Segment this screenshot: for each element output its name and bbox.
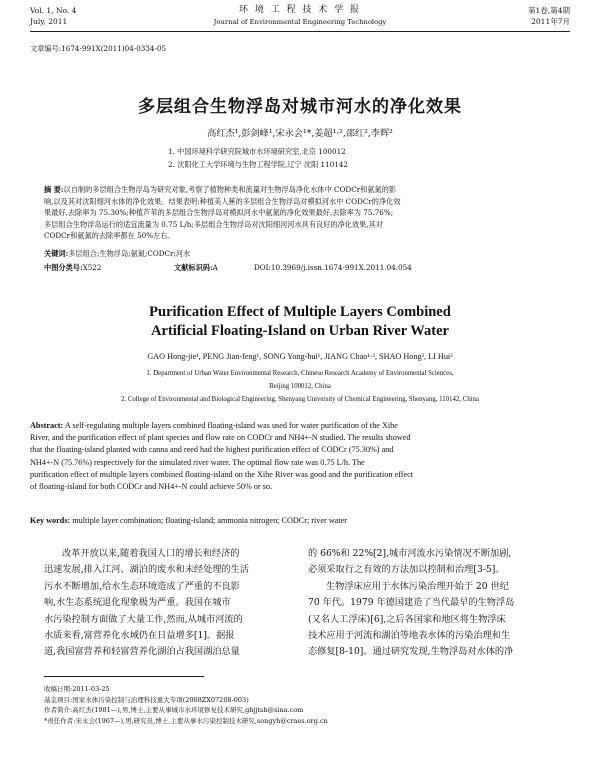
clc-value: X522 <box>82 263 102 272</box>
authors-en: GAO Hong-jie¹, PENG Jian-feng¹, SONG Yong-hui¹, JIANG Chao¹·², SHAO Hong², LI Hui² <box>147 352 453 361</box>
footnote-corresponding-author: *责任作者:宋永会(1967—),男,研究员,博士,主要从事水污染控制技术研究,songyh@craes.org.cn <box>44 716 328 725</box>
abstract-en-label: Abstract: <box>30 421 64 430</box>
clc-number <box>44 262 101 274</box>
affiliation-en-line: Beijing 100012, China <box>269 383 331 390</box>
affiliation-cn-1: 1. 中国环境科学研究院城市水环境研究室,北京 100012 <box>168 147 346 156</box>
title-en-line-2: Artificial Floating-Island on Urban River Water <box>151 323 449 339</box>
body-line: 污水不断增加,给水生态环境造成了严重的不良影 <box>44 580 240 592</box>
body-line: 生物浮床应用于水体污染治理开始于 20 世纪 <box>326 580 509 592</box>
footnote-received: 收稿日期:2011-03-25 <box>44 685 110 693</box>
body-line: 水污染控制方面做了大量工作,然而,从城市河流的 <box>44 613 243 625</box>
footnote-funding: 基金项目:国家水体污染控制与治理科技重大专项(2008ZX07208-003) <box>44 695 249 704</box>
body-line: 水质来看,富营养化水域仍在日益增多[1]。据报 <box>44 630 235 642</box>
body-column-right <box>308 546 564 661</box>
header-date-cn: 2011年7月 <box>531 17 570 26</box>
authors-cn: 高红杰¹,彭剑峰¹,宋永会¹*,姜超¹·²,邵红²,李辉² <box>207 128 393 139</box>
abstract-en <box>30 420 570 493</box>
body-line: 的 66%和 22%[2],城市河流水污染情况不断加剧, <box>308 548 512 559</box>
header-issue-cn: 第1卷,第4期 <box>528 6 570 15</box>
doi-label: DOI: <box>254 263 271 272</box>
body-line: 响,水生态系统退化现象极为严重。我国在城市 <box>44 597 231 609</box>
clc-label: 中图分类号: <box>44 263 83 272</box>
abstract-cn-line: 以自制的多层组合生物浮岛为研究对象,考察了植物种类和流量对生物浮岛净化水体中 CODCr和氨氮的影 <box>63 185 397 194</box>
doc-code-label: 文献标识码: <box>174 263 213 272</box>
abstract-en-line: A self-regulating multiple layers combined floating-island was used for water purification of the Xihe <box>64 421 398 430</box>
abstract-en-line: purification effect of multiple layers combined floating-island on the Xihe River was good and the purification effect <box>30 469 414 479</box>
footnote-rule <box>44 676 204 677</box>
affiliation-cn-2: 2. 沈阳化工大学环境与生物工程学院,辽宁 沈阳 110142 <box>168 160 348 169</box>
body-line: 态修复[8-10]。通过研究发现,生物浮岛对水体的净 <box>308 646 514 658</box>
doi <box>254 262 412 274</box>
body-line: 道,我国富营养和轻富营养化湖泊占我国湖泊总量 <box>44 646 240 658</box>
body-line: 70 年代。1979 年德国建造了当代最早的生物浮岛 <box>308 597 515 609</box>
abstract-cn-line: 果最好,去除率为 75.30%;种植芦苇的多层组合生物浮岛对模拟河水中氨氮的净化效果最好,去除率为 75.76%; <box>44 208 394 218</box>
body-line: (又名人工浮床)[6],之后各国家和地区将生物浮床 <box>308 613 506 625</box>
header-volume: Vol. 1, No. 4 <box>30 6 77 15</box>
abstract-cn-line: 响,以及其对沈阳细河水体的净化效果。结果表明:种植美人蕉的多层组合生物浮岛对模拟河水中 CODCr的净化效 <box>44 196 401 206</box>
article-id: 文章编号:1674-991X(2011)04-0334-05 <box>30 44 167 53</box>
affiliation-en-line: 1. Department of Urban Water Environmental Research, Chinese Research Academy of Environmental Sciences, <box>146 370 454 377</box>
keywords-cn <box>44 248 190 260</box>
title-cn: 多层组合生物浮岛对城市河水的净化效果 <box>138 97 462 117</box>
affiliation-en-line: 2. College of Environmental and Biological Engineering, Shenyang University of Chemical Engineering, Shenyang, 110142, China <box>121 396 479 403</box>
abstract-en-line: of floating-island for both CODCr and NH4+-N could achieve 50% or so. <box>30 482 273 492</box>
abstract-en-line: that the floating-island planted with canna and reed had the highest purification effect of CODCr (75.30%) and <box>30 445 394 455</box>
abstract-cn-label: 摘 要: <box>44 185 64 194</box>
keywords-en <box>30 515 570 527</box>
keywords-cn-label: 关键词: <box>44 249 69 258</box>
keywords-en-label: Key words: <box>30 516 71 525</box>
body-line: 技术应用于河流和湖泊等地表水体的污染治理和生 <box>308 630 511 642</box>
journal-title-en: Journal of Environmental Engineering Technology <box>213 18 387 26</box>
document-code <box>174 262 218 274</box>
title-en <box>0 303 600 341</box>
abstract-en-line: River, and the purification effect of plant species and flow rate on CODCr and NH4+-N studied. The results showed <box>30 433 411 443</box>
keywords-en-text: multiple layer combination; floating-island; ammonia nitrogen; CODCr; river water <box>72 516 347 525</box>
journal-title-cn: 环 境 工 程 技 术 学 报 <box>238 5 362 15</box>
abstract-en-line: NH4+-N (75.76%) respectively for the simulated river water. The optimal flow rate was 0.75 L/h. The <box>30 457 365 467</box>
abstract-cn-line: 多层组合生物浮岛运行的适宜流量为 0.75 L/h;多层组合生物浮岛对沈阳细河河水具有良好的净化效果,其对 <box>44 219 383 229</box>
doi-value: 10.3969/j.issn.1674-991X.2011.04.054 <box>270 263 412 272</box>
footnotes <box>44 684 564 726</box>
footnote-author-bio: 作者简介:高红杰(1981—),男,博士,主要从事城市水环境修复技术研究,ghjjtsh@sina.com <box>44 706 304 714</box>
body-line: 改革开放以来,随着我国人口的增长和经济的 <box>62 548 240 559</box>
body-line: 迅速发展,排入江河、湖泊的废水和未经处理的生活 <box>44 564 250 576</box>
title-en-line-1: Purification Effect of Multiple Layers Combined <box>149 304 451 320</box>
body-line: 必须采取行之有效的方法加以控制和治理[3-5]。 <box>308 564 505 576</box>
keywords-cn-text: 多层组合;生物浮岛;氨氮;CODCr;河水 <box>68 249 191 258</box>
header-rule <box>30 31 570 32</box>
body-column-left <box>44 546 296 661</box>
abstract-cn-line: CODCr和氨氮的去除率都在 50%左右。 <box>44 231 175 241</box>
abstract-cn <box>44 184 562 242</box>
header-date: July, 2011 <box>30 17 68 26</box>
affiliation-en <box>0 367 600 406</box>
doc-code-value: A <box>212 263 218 272</box>
